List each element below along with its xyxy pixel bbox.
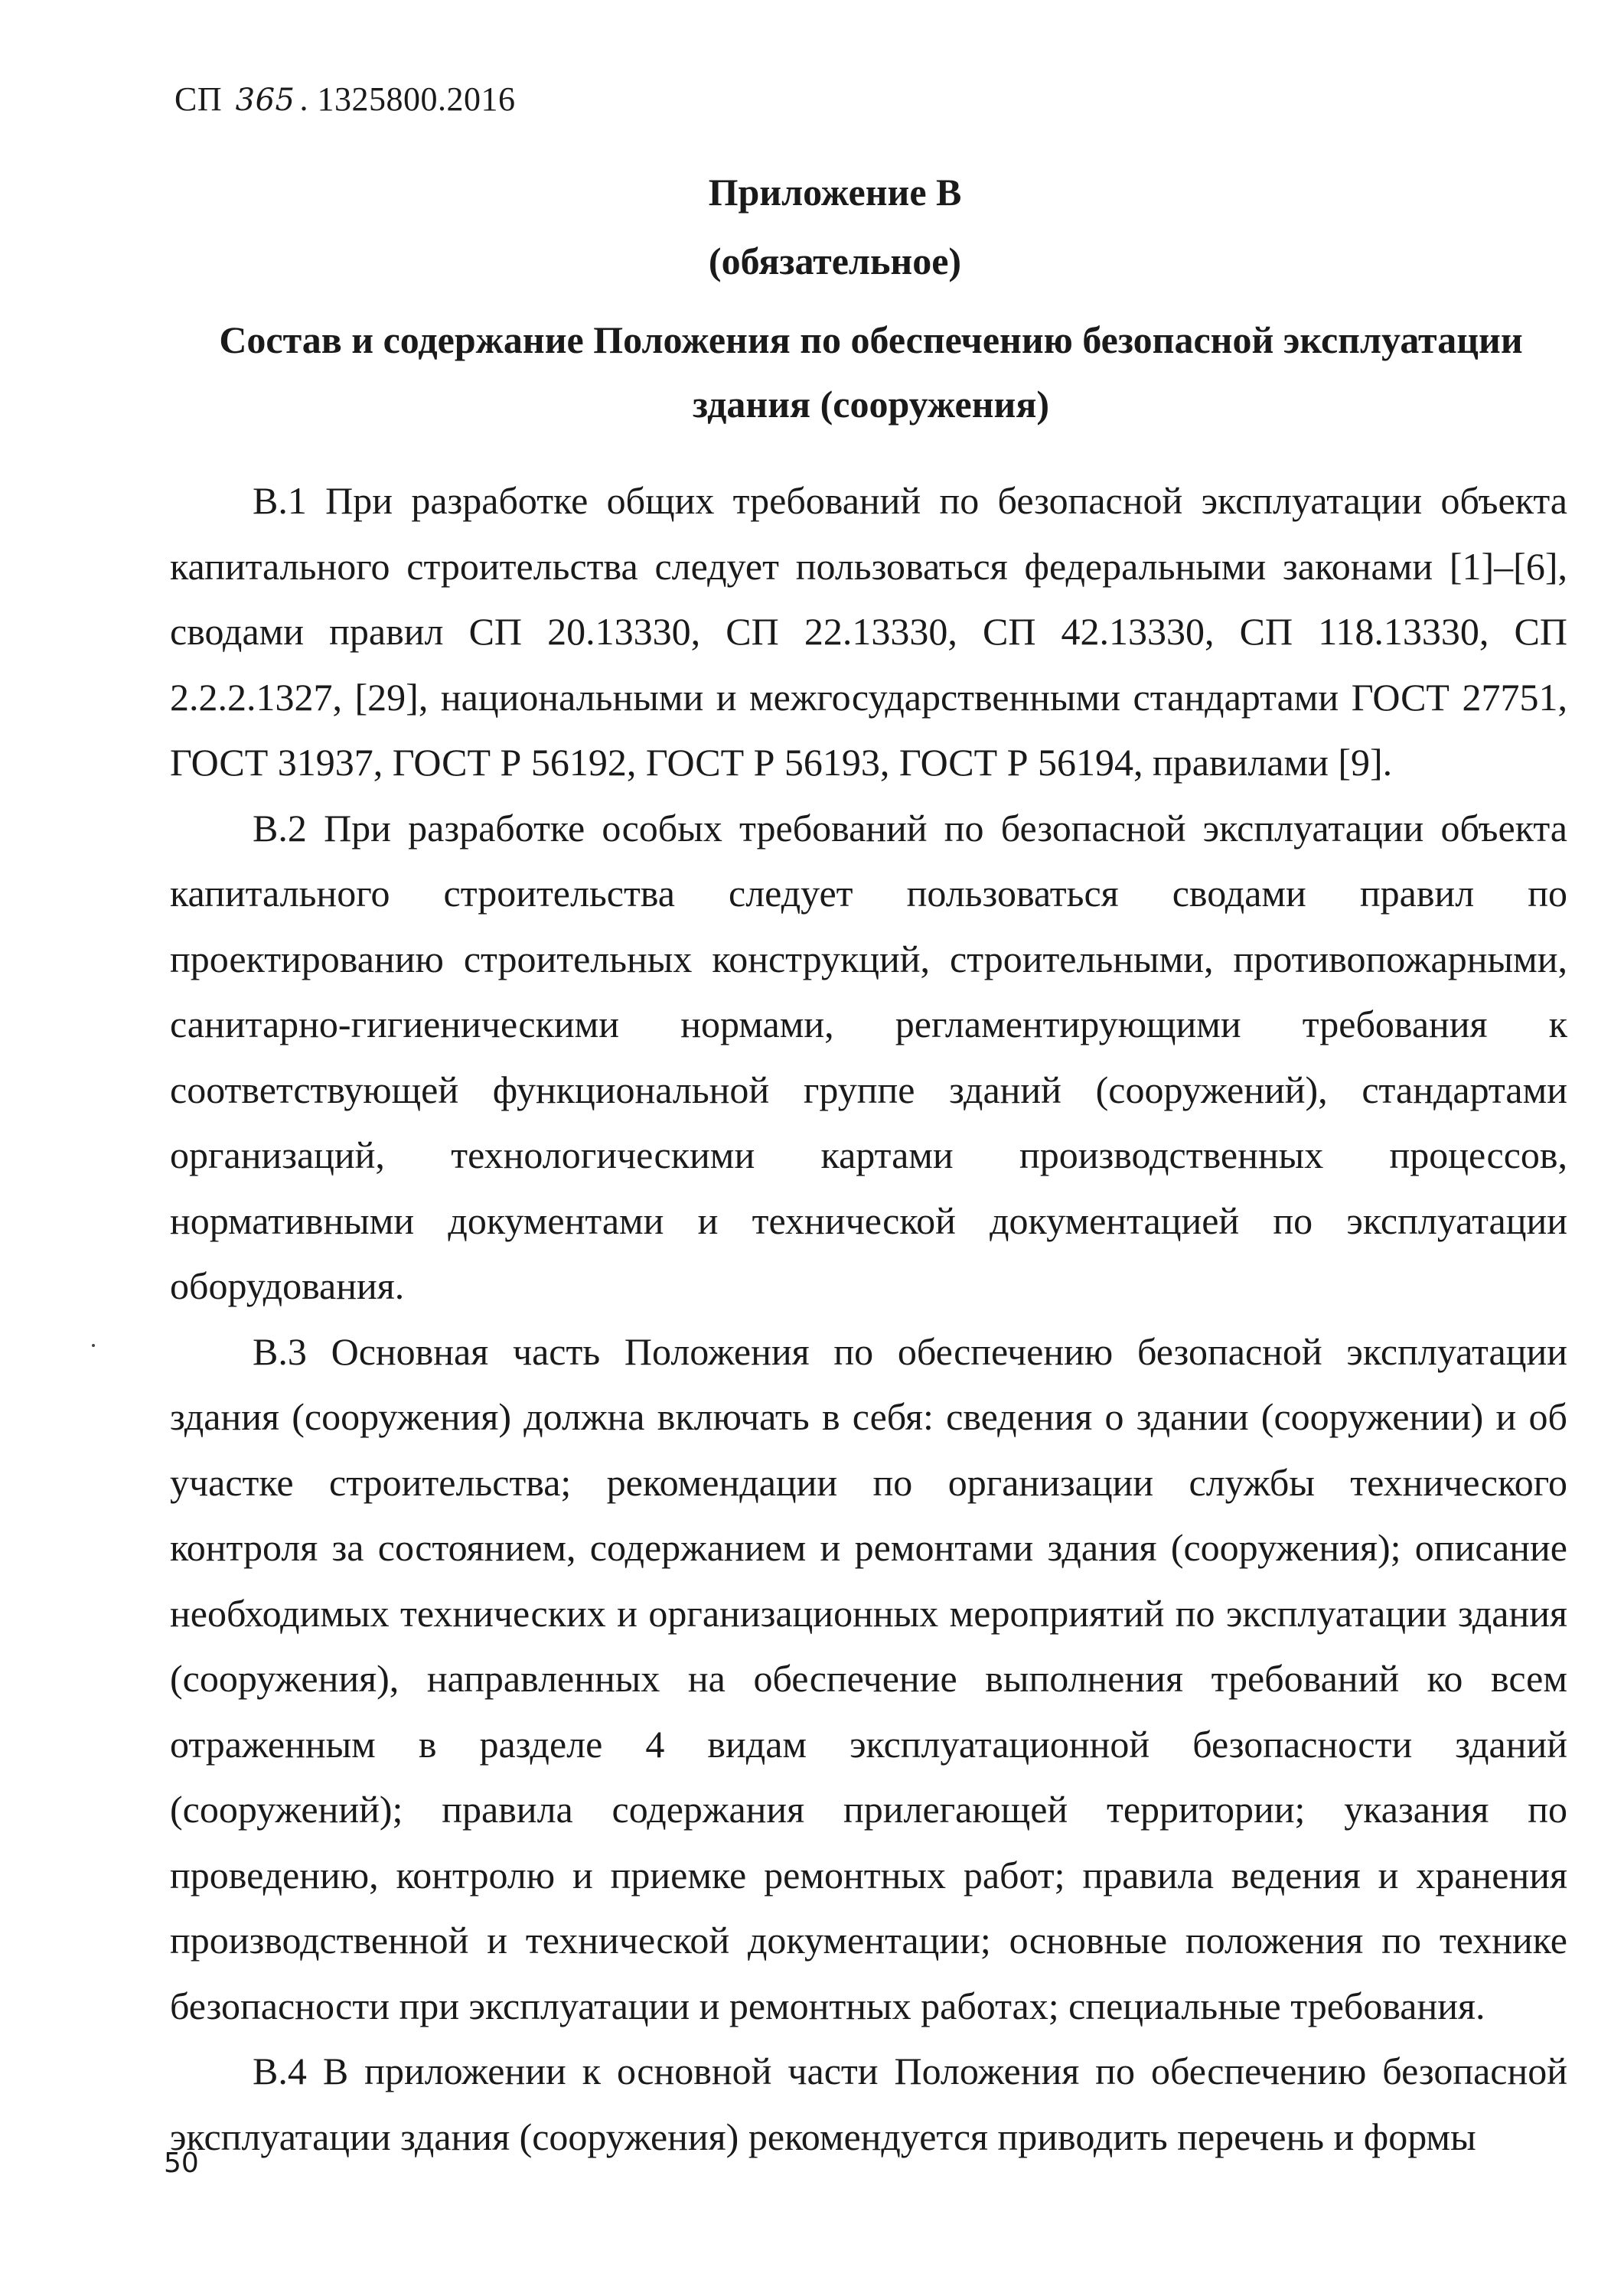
appendix-title: Приложение В [708, 171, 962, 214]
paragraph-b2: В.2 При разработке особых требований по безопасной эксплуатации объекта капитального строительства следует пользоваться сводами правил по проектированию строительных конструкций, строительными, противопожарными, санитарно-гигиеническими нормами, регламентирующими требования к соответствующей функциональной группе зданий (сооружений), стандартами организаций, технологическими картами производственных процессов, нормативными документами и технической документацией по эксплуатации оборудования. [170, 806, 1567, 1307]
page-number: 50 [164, 2148, 199, 2179]
paragraph-b1: В.1 При разработке общих требований по безопасной эксплуатации объекта капитального строительства следует пользоваться федеральными законами [1]–[6], сводами правил СП 20.13330, СП 22.13330, СП 42.13330, СП 118.13330, СП 2.2.2.1327, [29], национальными и межгосударственными стандартами ГОСТ 27751, ГОСТ 31937, ГОСТ Р 56192, ГОСТ Р 56193, ГОСТ Р 56194, правилами [9]. [170, 479, 1567, 784]
section-heading: Состав и содержание Положения по обеспечению безопасной эксплуатации здания (сооружения) [219, 318, 1523, 426]
appendix-status: (обязательное) [708, 240, 962, 282]
document-code [174, 80, 515, 119]
code-prefix: СП [174, 80, 223, 118]
paragraph-b3: В.3 Основная часть Положения по обеспечению безопасной эксплуатации здания (сооружения) должна включать в себя: сведения о здании (сооружении) и об участке строительства; рекомендации по организации службы технического контроля за состоянием, содержанием и ремонтами здания (сооружения); описание необходимых технических и организационных мероприятий по эксплуатации здания (сооружения), направленных на обеспечение выполнения требований ко всем отраженным в разделе 4 видам эксплуатационной безопасности зданий (сооружений); правила содержания прилегающей территории; указания по проведению, контролю и приемке ремонтных работ; правила ведения и хранения производственной и технической документации; основные положения по технике безопасности при эксплуатации и ремонтных работах; специальные требования. [170, 1329, 1567, 2027]
scan-speck [92, 1344, 95, 1347]
body-text [170, 468, 1567, 2170]
code-handwritten-number: 365 [235, 83, 295, 118]
paragraph-b4: В.4 В приложении к основной части Положения по обеспечению безопасной эксплуатации здания (сооружения) рекомендуется приводить перечень и формы [170, 2050, 1567, 2158]
code-suffix: . 1325800.2016 [299, 80, 516, 118]
